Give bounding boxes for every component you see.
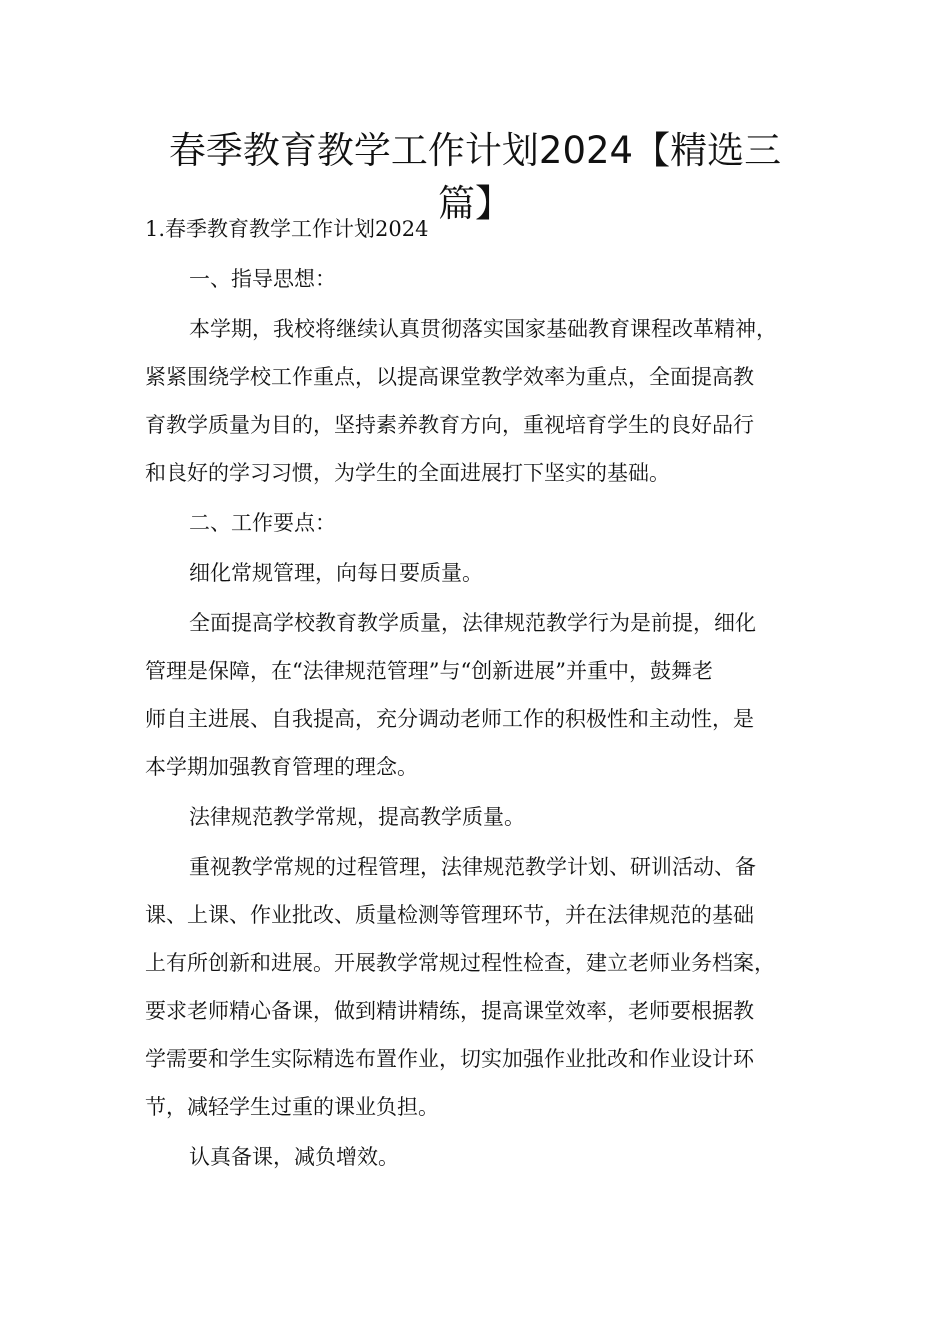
- title-line-1: 春季教育教学工作计划2024【精选三: [168, 129, 782, 172]
- subheading-lesson-prep: [145, 1133, 835, 1181]
- subheading-routine-management: [145, 549, 835, 597]
- paragraph-line: 师自主进展、自我提高，充分调动老师工作的积极性和主动性，是: [145, 707, 754, 731]
- paragraph-line: 重视教学常规的过程管理，法律规范教学计划、研训活动、备: [189, 855, 756, 879]
- subheading-guiding-ideology: [145, 255, 835, 303]
- subheading-teaching-routine: [145, 793, 835, 841]
- paragraph-line: 上有所创新和进展。开展教学常规过程性检查，建立老师业务档案，: [145, 951, 775, 975]
- paragraph-line: 全面提高学校教育教学质量，法律规范教学行为是前提，细化: [189, 611, 756, 635]
- paragraph-line: 细化常规管理，向每日要质量。: [189, 561, 483, 585]
- paragraph-line: 法律规范教学常规，提高教学质量。: [189, 805, 525, 829]
- paragraph-line: 课、上课、作业批改、质量检测等管理环节，并在法律规范的基础: [145, 903, 754, 927]
- paragraph-line: 育教学质量为目的，坚持素养教育方向，重视培育学生的良好品行: [145, 413, 754, 437]
- paragraph-line: 一、指导思想：: [189, 267, 336, 291]
- paragraph-line: 认真备课，减负增效。: [189, 1145, 399, 1169]
- paragraph-line: 节，减轻学生过重的课业负担。: [145, 1095, 439, 1119]
- paragraph-management: [145, 599, 835, 791]
- subheading-work-points: [145, 499, 835, 547]
- paragraph-line: 紧紧围绕学校工作重点，以提高课堂教学效率为重点，全面提高教: [145, 365, 754, 389]
- paragraph-line: 和良好的学习习惯，为学生的全面进展打下坚实的基础。: [145, 461, 670, 485]
- document-body: [145, 205, 835, 1183]
- paragraph-line: 学需要和学生实际精选布置作业，切实加强作业批改和作业设计环: [145, 1047, 754, 1071]
- paragraph-line: 要求老师精心备课，做到精讲精练，提高课堂效率，老师要根据教: [145, 999, 754, 1023]
- paragraph-teaching-routine: [145, 843, 835, 1131]
- paragraph-guiding-ideology: [145, 305, 835, 497]
- title-line-2: 篇】: [438, 182, 512, 225]
- paragraph-line: 管理是保障，在“法律规范管理”与“创新进展”并重中，鼓舞老: [145, 659, 713, 683]
- paragraph-line: 本学期，我校将继续认真贯彻落实国家基础教育课程改革精神，: [189, 317, 777, 341]
- paragraph-line: 本学期加强教育管理的理念。: [145, 755, 418, 779]
- paragraph-line: 二、工作要点：: [189, 511, 336, 535]
- section-heading: 1.春季教育教学工作计划2024: [145, 217, 429, 241]
